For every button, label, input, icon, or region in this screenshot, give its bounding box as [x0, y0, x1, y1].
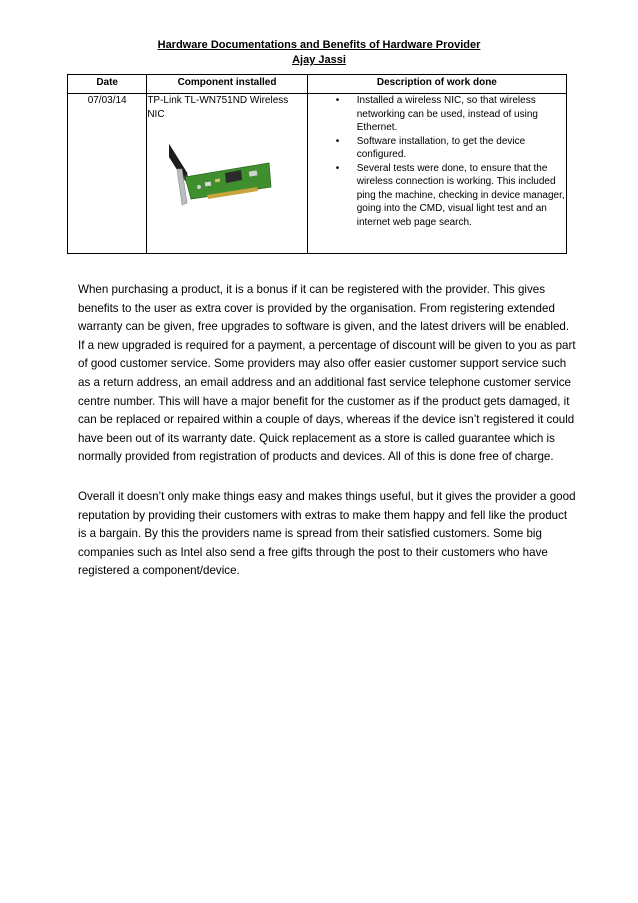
task-list: [308, 94, 566, 229]
task-text: Software installation, to get the device configured.: [356, 135, 526, 160]
document-title: Hardware Documentations and Benefits of Hardware Provider: [157, 39, 481, 51]
cell-component: [147, 94, 307, 254]
task-text: Installed a wireless NIC, so that wireless networking can be used, instead of using Ethernet.: [356, 95, 538, 133]
header-date: Date: [68, 75, 147, 94]
cell-description: [307, 94, 566, 254]
list-item: [308, 94, 566, 135]
header-description: Description of work done: [307, 75, 566, 94]
table-row: [68, 94, 567, 254]
conclusion-paragraph: Overall it doesn’t only make things easy and makes things useful, but it gives the provider a good reputation by providing their customers with extras to make them happy and fell like the product is a bargain. By this the providers name is spread from their satisfied customers. Some big companies such as Intel also send a free gifts through the post to their customers who have registered a component/device.: [78, 490, 576, 578]
wireless-nic-card-image: [169, 135, 273, 207]
bullet-icon: •: [335, 135, 340, 147]
list-item: [308, 162, 566, 230]
list-item: [308, 135, 566, 162]
table-header-row: [68, 75, 567, 94]
bullet-icon: •: [335, 95, 340, 106]
cell-date: 07/03/14: [68, 94, 147, 254]
bullet-icon: •: [335, 162, 340, 174]
work-log-table: [67, 74, 567, 254]
header-component: Component installed: [147, 75, 307, 94]
task-text: Several tests were done, to ensure that the wireless connection is working. This included ping the machine, checking in device manager, going into the CMD, visual light test and an internet web page search.: [356, 162, 565, 228]
component-name: TP-Link TL-WN751ND Wireless NIC: [147, 95, 289, 120]
document-author: Ajay Jassi: [292, 54, 346, 66]
benefits-paragraph: When purchasing a product, it is a bonus if it can be registered with the provider. This gives benefits to the user as extra cover is provided by the organisation. From registering extended warranty can be given, free upgrades to software is given, and the latest drivers will be enabled. If a new upgraded is required for a payment, a percentage of discount will be given to you as part of good customer service. Some providers may also offer easier customer support service such as a return address, an email address and an additional fast service telephone customer service centre number. This will have a major benefit for the customer as if the product gets damaged, it can be replaced or repaired within a couple of days, whereas if the device isn’t registered it could have been out of its warranty date. Quick replacement as a store is called guarantee which is normally provided from registration of products and devices. All of this is done free of charge.: [78, 283, 576, 464]
